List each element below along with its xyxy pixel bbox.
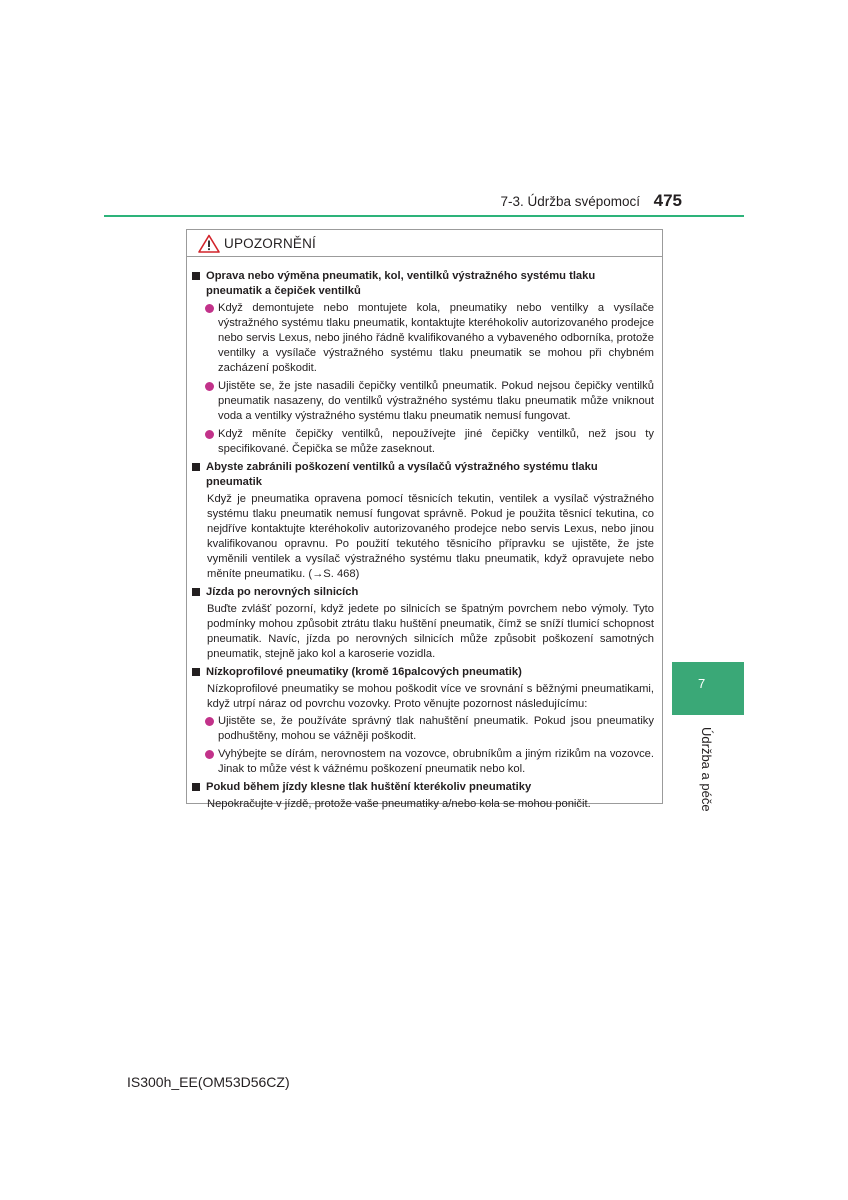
chapter-number: 7 <box>698 676 706 691</box>
circle-bullet-icon <box>205 430 214 439</box>
circle-bullet-icon <box>205 717 214 726</box>
section-heading <box>192 460 654 490</box>
circle-bullet-icon <box>205 382 214 391</box>
list-item <box>205 714 654 744</box>
warning-section-low-profile <box>192 665 654 777</box>
square-bullet-icon <box>192 272 200 280</box>
warning-body <box>187 257 662 812</box>
section-paragraph: Když je pneumatika opravena pomocí těsnicích tekutin, ventilek a vysílač výstražného systému tlaku pneumatik nemusí fungovat správně. Pokud je použita těsnicí tekutina, co nejdříve kontaktujte kteréhokoliv autorizovaného prodejce nebo servis Lexus, nebo jinou kvalifikovanou opravnu. Po použití tekutého těsnicího přípravku se ujistěte, že jste vyměnili ventilek a vysílač výstražného systému tlaku pneumatik, když opravujete nebo měníte pneumatiku. (→S. 468) <box>207 493 654 580</box>
circle-bullet-icon <box>205 304 214 313</box>
header-rule <box>104 215 744 217</box>
section-heading-text: Jízda po nerovných silnicích <box>206 586 359 598</box>
section-paragraph: Buďte zvlášť pozorní, když jedete po silnicích se špatným povrchem nebo výmoly. Tyto podmínky mohou způsobit ztrátu tlaku huštění pneumatik, čímž se sníží tlumicí schopnost pneumatik. Navíc, jízda po nerovných silnicích může způsobit poškození samotných pneumatik, stejně jako kol a karoserie vozidla. <box>207 603 654 660</box>
section-paragraph: Nízkoprofilové pneumatiky se mohou poškodit více ve srovnání s běžnými pneumatikami, když utrpí náraz od povrchu vozovky. Proto věnujte pozornost následujícímu: <box>207 683 654 710</box>
square-bullet-icon <box>192 668 200 676</box>
square-bullet-icon <box>192 783 200 791</box>
warning-section-valve-damage <box>192 460 654 582</box>
list-item-text: Když měníte čepičky ventilků, nepoužívejte jiné čepičky ventilků, než jsou ty specifikované. Čepička se může zaseknout. <box>218 428 654 455</box>
section-heading <box>192 585 654 600</box>
section-heading <box>192 665 654 680</box>
list-item <box>205 379 654 424</box>
list-item-text: Vyhýbejte se dírám, nerovnostem na vozovce, obrubníkům a jiným rizikům na vozovce. Jinak to může vést k vážnému poškození pneumatik nebo kol. <box>218 748 654 775</box>
list-item-text: Ujistěte se, že jste nasadili čepičky ventilků pneumatik. Pokud nejsou čepičky ventilků pneumatik nasazeny, do ventilků výstražného systému tlaku pneumatik může vniknout voda a ventilky výstražného systému tlaku pneumatik nemusí fungovat. <box>218 380 654 422</box>
list-item <box>205 747 654 777</box>
section-heading-text: Abyste zabránili poškození ventilků a vysílačů výstražného systému tlaku pneumatik <box>206 461 598 488</box>
section-heading <box>192 269 654 299</box>
section-heading-text: Oprava nebo výměna pneumatik, kol, ventilků výstražného systému tlaku pneumatik a čepiček ventilků <box>206 270 596 297</box>
chapter-tab[interactable] <box>672 662 744 715</box>
circle-bullet-icon <box>205 750 214 759</box>
list-item-text: Ujistěte se, že používáte správný tlak nahuštění pneumatik. Pokud jsou pneumatiky podhuštěny, mohou se vážněji poškodit. <box>218 715 654 742</box>
list-item <box>205 301 654 376</box>
square-bullet-icon <box>192 463 200 471</box>
warning-box <box>186 229 663 810</box>
warning-section-rough-roads <box>192 585 654 662</box>
list-item <box>205 427 654 457</box>
square-bullet-icon <box>192 588 200 596</box>
section-heading-text: Pokud během jízdy klesne tlak huštění kterékoliv pneumatiky <box>206 781 532 793</box>
chapter-label: Údržba a péče <box>699 727 714 812</box>
warning-section-tire-replacement <box>192 269 654 457</box>
section-heading-text: Nízkoprofilové pneumatiky (kromě 16palcových pneumatik) <box>206 666 522 678</box>
page-number: 475 <box>653 191 682 210</box>
warning-section-pressure-drop <box>192 780 654 812</box>
section-paragraph: Nepokračujte v jízdě, protože vaše pneumatiky a/nebo kola se mohou poničit. <box>207 798 591 810</box>
warning-triangle-icon <box>198 234 220 253</box>
warning-header <box>187 230 662 257</box>
list-item-text: Když demontujete nebo montujete kola, pneumatiky nebo ventilky a vysílače výstražného systému tlaku pneumatik, kontaktujte kteréhokoliv autorizovaného prodejce nebo servis Lexus, nebo jiného řádně kvalifikovaného a vybaveného odborníka, protože ventilky a vysílače výstražného systému tlaku pneumatik se mohou při chybném zacházení poškodit. <box>218 302 654 374</box>
model-code: IS300h_EE(OM53D56CZ) <box>127 1074 290 1090</box>
section-title: 7-3. Údržba svépomocí <box>500 194 640 209</box>
warning-title: UPOZORNĚNÍ <box>224 235 317 251</box>
section-heading <box>192 780 654 795</box>
